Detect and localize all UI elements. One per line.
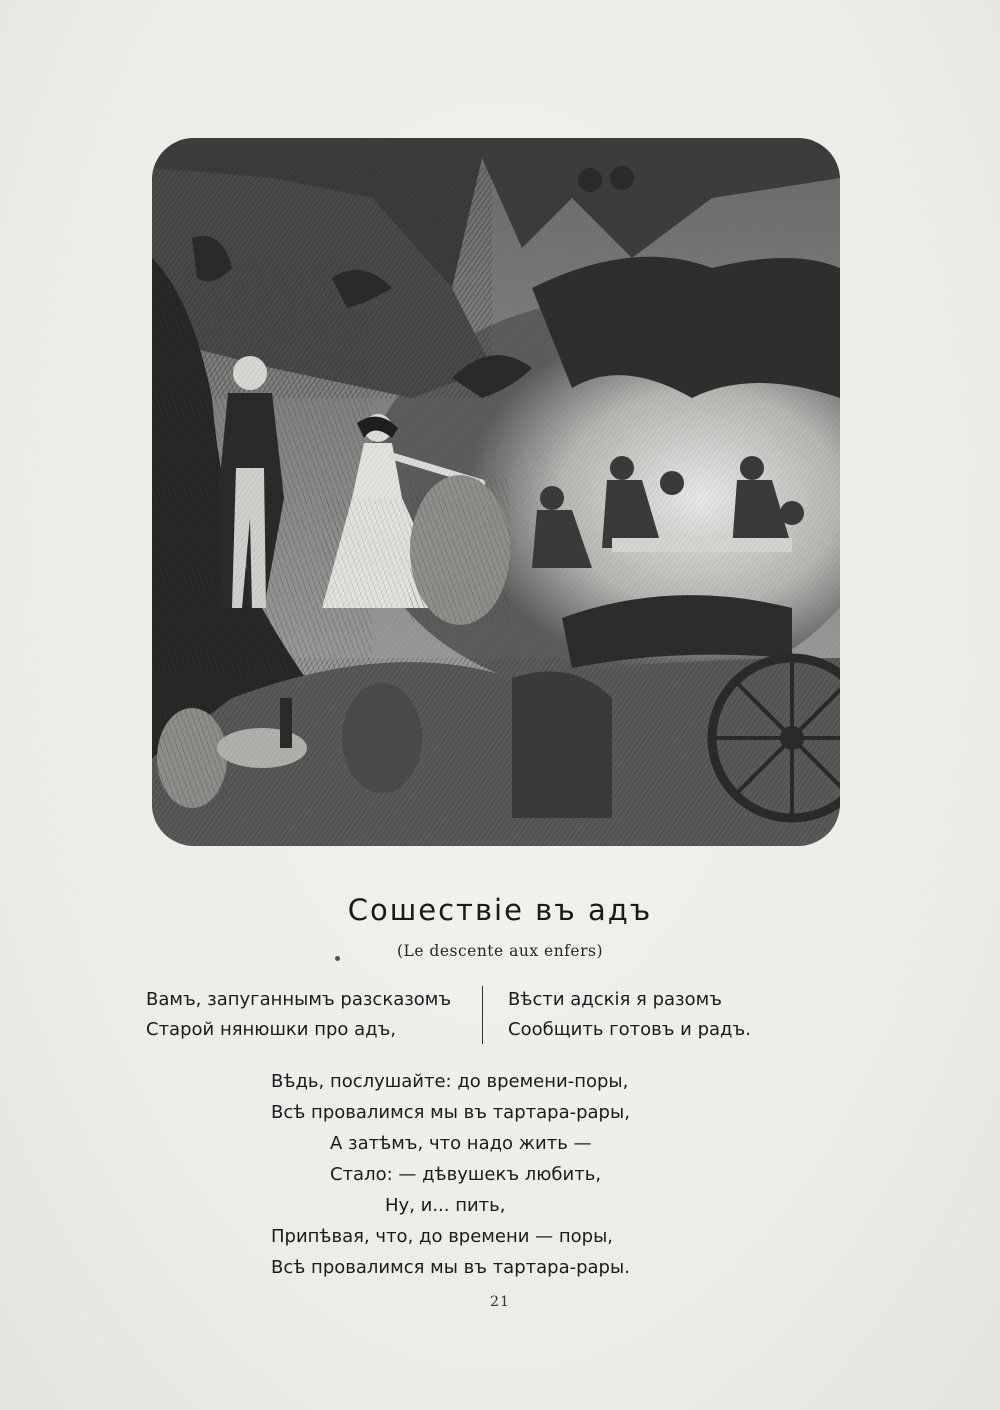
page-number: 21 xyxy=(490,1294,510,1310)
stanza-line: Всѣ провалимся мы въ тартара-рары, xyxy=(271,1102,630,1123)
verse-line: Вѣсти адскія я разомъ xyxy=(508,989,722,1010)
poem-title: Сошествіе въ адъ xyxy=(347,893,653,927)
stanza-line: Всѣ провалимся мы въ тартара-рары. xyxy=(271,1257,630,1278)
verse-right-column xyxy=(508,985,838,1045)
engraving-illustration xyxy=(152,138,840,846)
stanza-line: Стало: — дѣвушекъ любить, xyxy=(330,1164,602,1185)
verse-line: Старой нянюшки про адъ, xyxy=(146,1019,397,1040)
verse-line: Сообщить готовъ и радъ. xyxy=(508,1019,751,1040)
engraving-image xyxy=(152,138,840,846)
stanza-line: Припѣвая, что, до времени — поры, xyxy=(271,1226,613,1247)
column-divider xyxy=(482,986,483,1044)
stanza-line: А затѣмъ, что надо жить — xyxy=(330,1133,592,1154)
verse-line: Вамъ, запуганнымъ разсказомъ xyxy=(146,989,452,1010)
verse-left-column xyxy=(146,985,476,1045)
stanza-line: Вѣдь, послушайте: до времени-поры, xyxy=(271,1071,629,1092)
stanza-line: Ну, и... пить, xyxy=(385,1195,506,1216)
poem-subtitle: (Le descente aux enfers) xyxy=(396,942,604,960)
